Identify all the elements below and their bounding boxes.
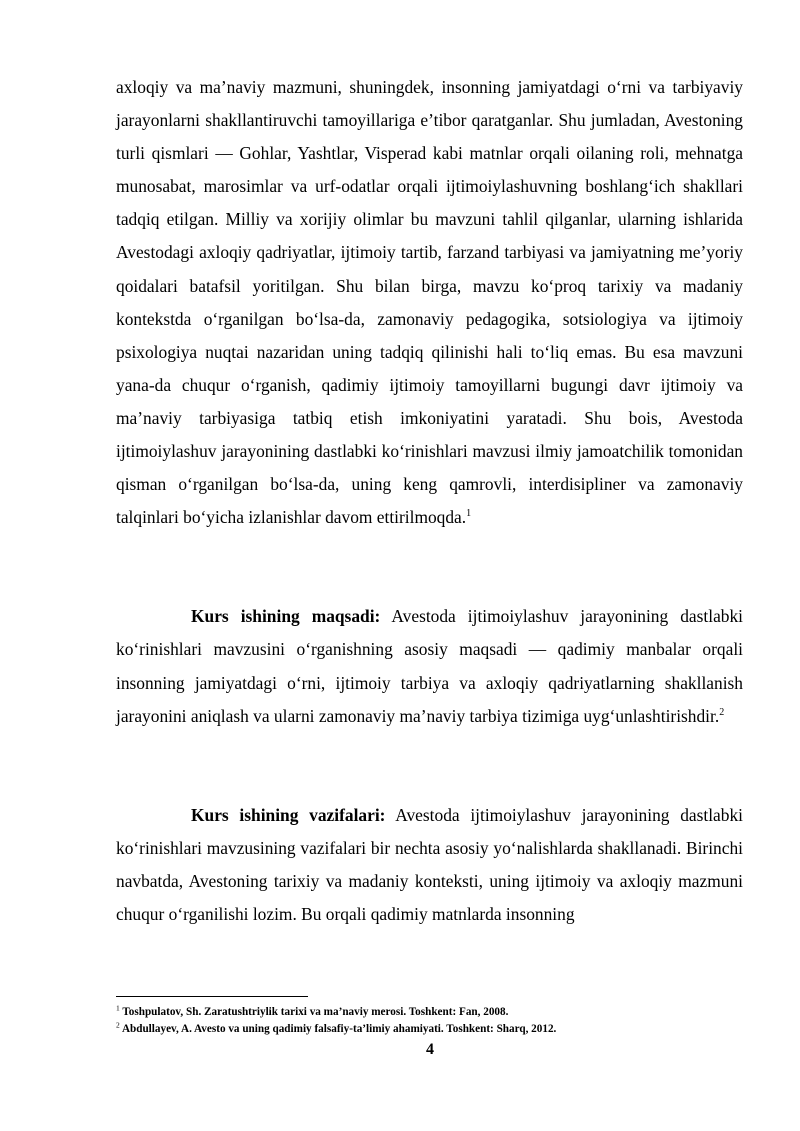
paragraph-goal-text: Avestoda ijtimoiylashuv jarayonining dastlabki ko‘rinishlari mavzusini o‘rganishning asosiy maqsadi — qadimiy manbalar orqali insonning jamiyatdagi o‘rni, ijtimoiy tarbiya va axloqiy qadriyatlarning shakllanish jarayonini aniqlash va ularni zamonaviy ma’naviy tarbiya tizimiga uyg‘unlashtirishdir. [116,606,744,726]
paragraph-tasks-text: Avestoda ijtimoiylashuv jarayonining dastlabki ko‘rinishlari mavzusining vazifalari bir nechta asosiy yo‘nalishlarda shakllanadi. Birinchi navbatda, Avestoning tarixiy va madaniy konteksti, uning ijtimoiy va axloqiy mazmuni chuqur o‘rganilishi lozim. Bu orqali qadimiy matnlarda insonning [116,804,743,924]
tasks-heading: Kurs ishining vazifalari: [191,804,386,825]
footnote-ref-1[interactable]: 1 [466,508,472,520]
footnote-ref-2[interactable]: 2 [719,706,725,718]
footnote-1-number: 1 [116,1003,120,1013]
paragraph-intro [116,71,743,534]
footnote-1-text: Toshpulatov, Sh. Zaratushtriylik tarixi va ma’naviy merosi. Toshkent: Fan, 2008. [122,1006,509,1018]
paragraph-spacer [116,534,743,600]
footnotes [116,1004,756,1038]
footnote-separator [116,996,308,997]
goal-heading: Kurs ishining maqsadi: [191,606,381,627]
paragraph-spacer [116,733,743,799]
paragraph-goal [116,600,743,732]
footnote-2 [116,1021,756,1038]
footnote-1 [116,1004,756,1021]
page-number: 4 [426,1041,434,1058]
footnote-2-number: 2 [116,1020,120,1030]
body-text [116,71,743,931]
paragraph-intro-text: axloqiy va ma’naviy mazmuni, shuningdek, insonning jamiyatdagi o‘rni va tarbiyaviy jarayonlarni shakllantiruvchi tamoyillariga e’tibor qaratganlar. Shu jumladan, Avestoning turli qismlari — Gohlar, Yashtlar, Visperad kabi matnlar orqali oilaning roli, mehnatga munosabat, marosimlar va urf-odatlar orqali ijtimoiylashuvning boshlang‘ich shakllari tadqiq etilgan. Milliy va xorijiy olimlar bu mavzuni tahlil qilganlar, ularning ishlarida Avestodagi axloqiy qadriyatlar, ijtimoiy tartib, farzand tarbiyasi va jamiyatning me’yoriy qoidalari batafsil yoritilgan. Shu bilan birga, mavzu ko‘proq tarixiy va madaniy kontekstda o‘rganilgan bo‘lsa-da, zamonaviy pedagogika, sotsiologiya va ijtimoiy psixologiya nuqtai nazaridan uning tadqiq qilinishi hali to‘liq emas. Bu esa mavzuni yana-da chuqur o‘rganish, qadimiy ijtimoiy tamoyillarni bugungi davr ijtimoiy va ma’naviy tarbiyasiga tatbiq etish imkoniyatini yaratadi. Shu bois, Avestoda ijtimoiylashuv jarayonining dastlabki ko‘rinishlari mavzusi ilmiy jamoatchilik tomonidan qisman o‘rganilgan bo‘lsa-da, uning keng qamrovli, interdisipliner va zamonaviy talqinlari bo‘yicha izlanishlar davom ettirilmoqda. [116,77,743,528]
footnote-2-text: Abdullayev, A. Avesto va uning qadimiy falsafiy-ta’limiy ahamiyati. Toshkent: Sharq, 2012. [121,1023,557,1035]
paragraph-tasks [116,799,743,931]
